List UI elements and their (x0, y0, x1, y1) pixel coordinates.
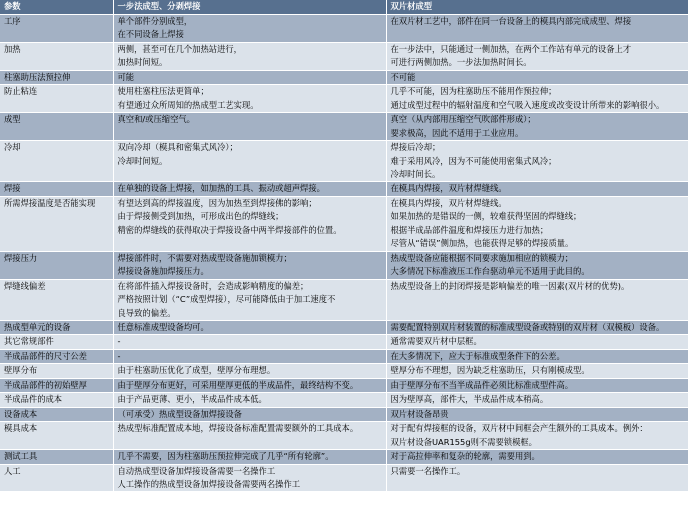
one-step-cell (113, 364, 386, 378)
twin-sheet-cell (386, 279, 688, 320)
table-row (0, 70, 688, 84)
twin-sheet-cell (386, 141, 688, 182)
twin-sheet-cell (386, 42, 688, 70)
table-row (0, 450, 688, 464)
cell-text-line: 焊接部件时，不需要对热成型设备施加锁模力； (117, 252, 292, 263)
one-step-cell (113, 450, 386, 464)
cell-text-line: 可能 (117, 71, 135, 82)
table-row (0, 335, 688, 349)
twin-sheet-cell (386, 422, 688, 450)
cell-text-line: 只需要一名操作工。 (390, 465, 466, 476)
cell-text-line: 壁厚分布不理想，因为缺乏柱塞助压，只有刚模成型。 (390, 365, 590, 376)
one-step-cell (113, 141, 386, 182)
cell-text-line: 如果加热的是错误的一侧，较难获得坚固的焊缝线； (390, 211, 582, 222)
param-cell: 壁厚分布 (0, 364, 113, 378)
table-row (0, 320, 688, 334)
cell-text-line: 由于壁厚分布更好，可采用壁厚更低的半成品件，最终结构不变。 (117, 379, 359, 390)
one-step-cell (113, 320, 386, 334)
twin-sheet-cell (386, 320, 688, 334)
cell-text-line: 通过成型过程中的辐射温度和空气吸入速度或改变设计所带来的影响很小。 (390, 99, 665, 110)
cell-text-line: 在双片材工艺中，部件在同一台设备上的模具内部完成成型、焊接 (390, 16, 632, 26)
twin-sheet-cell (386, 464, 688, 491)
cell-text-line: 由于柱塞助压优化了成型，壁厚分布理想。 (117, 365, 276, 376)
one-step-cell (113, 335, 386, 349)
cell-text-line: 在一步法中，只能通过一侧加热，在两个工作站有单元的设备上才 (390, 43, 632, 54)
table-row (0, 464, 688, 491)
cell-text-line: 焊接后冷却； (390, 142, 441, 153)
param-cell: 焊缝线偏差 (0, 279, 113, 320)
one-step-cell (113, 15, 386, 43)
param-cell: 防止粘连 (0, 85, 113, 113)
cell-text-line: 在模具内焊接，双片材焊缝线。 (390, 197, 507, 208)
cell-text-line: 因为壁厚高，部件大，半成品件成本稍高。 (390, 394, 549, 405)
param-cell: 模具成本 (0, 422, 113, 450)
table-row (0, 196, 688, 251)
cell-text-line: 在单独的设备上焊接，如加热的工具、振动或超声焊接。 (117, 183, 325, 194)
twin-sheet-cell (386, 364, 688, 378)
one-step-cell (113, 393, 386, 407)
one-step-cell (113, 378, 386, 392)
cell-text-line: 对于配有焊接框的设备，双片材中间框会产生额外的工具成本。例外： (390, 423, 648, 434)
cell-text-line: 双向冷却（模具和密集式风冷）； (117, 142, 238, 153)
table-row (0, 182, 688, 196)
param-cell: 加热 (0, 42, 113, 70)
one-step-cell (113, 85, 386, 113)
cell-text-line: 冷却时间短。 (117, 155, 168, 166)
one-step-cell (113, 279, 386, 320)
cell-text-line: 热成型设备应能根据不同要求施加相应的锁模力； (390, 252, 574, 263)
param-cell: 半成品件的成本 (0, 393, 113, 407)
cell-text-line: 双片材设备昂贵 (390, 408, 449, 419)
one-step-cell (113, 464, 386, 491)
cell-text-line: 通常需要双片材中层框。 (390, 336, 482, 347)
twin-sheet-cell (386, 113, 688, 141)
cell-text-line: 精密的焊缝线的获得取决于焊接设备中两半焊接部件的位置。 (117, 224, 342, 235)
cell-text-line: 由于焊接侧受到加热，可形成出色的焊缝线； (117, 211, 284, 222)
cell-text-line: 在大多情况下，应大于标准成型条件下的公差。 (390, 350, 565, 361)
twin-sheet-cell (386, 15, 688, 43)
param-cell: 其它常规部件 (0, 335, 113, 349)
cell-text-line: （可承受）热成型设备加焊接设备 (117, 408, 242, 419)
param-cell: 焊接压力 (0, 251, 113, 279)
param-cell: 热成型单元的设备 (0, 320, 113, 334)
twin-sheet-cell (386, 378, 688, 392)
cell-text-line: 尽管从“错误”侧加热，也能获得足够的焊接质量。 (390, 238, 574, 249)
table-row (0, 422, 688, 450)
one-step-cell (113, 251, 386, 279)
table-row (0, 42, 688, 70)
table-row (0, 393, 688, 407)
one-step-cell (113, 349, 386, 363)
cell-text-line: 不可能 (390, 71, 416, 82)
cell-text-line: 双片材设备UAR155g则不需要锁模框。 (390, 436, 537, 447)
cell-text-line: 在将部件插入焊接设备时，会造成影响精度的偏差； (117, 280, 309, 291)
param-cell: 焊接 (0, 182, 113, 196)
cell-text-line: 需要配置特别双片材装置的标准成型设备或特别的双片材（双模板）设备。 (390, 321, 665, 332)
cell-text-line: 由于产品更薄、更小，半成品件成本低。 (117, 394, 267, 405)
twin-sheet-cell (386, 335, 688, 349)
cell-text-line: 在不同设备上焊接 (117, 29, 184, 40)
cell-text-line: 有望达到高的焊接温度，因为加热至到焊接佛的影响； (117, 197, 317, 208)
param-cell: 人工 (0, 464, 113, 491)
table-row (0, 364, 688, 378)
cell-text-line: 真空和/或压缩空气。 (117, 114, 195, 125)
table-row (0, 251, 688, 279)
table-row (0, 407, 688, 421)
twin-sheet-cell (386, 393, 688, 407)
one-step-cell (113, 70, 386, 84)
twin-sheet-cell (386, 251, 688, 279)
cell-text-line: 两侧，甚至可在几个加热站进行， (117, 43, 242, 54)
cell-text-line: 可进行两侧加热。一步法加热时间长。 (390, 57, 532, 68)
twin-sheet-cell (386, 196, 688, 251)
header-one-step: 一步法成型、分剥焊接 (113, 0, 386, 15)
table-body (0, 15, 688, 492)
cell-text-line: 在模具内焊接，双片材焊缝线。 (390, 183, 507, 194)
one-step-cell (113, 113, 386, 141)
one-step-cell (113, 422, 386, 450)
param-cell: 柱塞助压法预拉伸 (0, 70, 113, 84)
param-cell: 工序 (0, 15, 113, 43)
table-row (0, 349, 688, 363)
cell-text-line: 冷却时间长。 (390, 168, 441, 179)
table-row (0, 85, 688, 113)
twin-sheet-cell (386, 70, 688, 84)
param-cell: 半成品部件的初始壁厚 (0, 378, 113, 392)
param-cell: 所需焊接温度是否能实现 (0, 196, 113, 251)
one-step-cell (113, 407, 386, 421)
twin-sheet-cell (386, 450, 688, 464)
header-twin-sheet: 双片材成型 (386, 0, 688, 15)
table-row (0, 15, 688, 43)
cell-text-line: 几乎不可能，因为柱塞助压不能用作预拉伸； (390, 86, 557, 97)
twin-sheet-cell (386, 182, 688, 196)
cell-text-line: 严格按照计划（“C”成型焊接），尽可能降低由于加工速度不 (117, 294, 336, 305)
cell-text-line: 对于高拉伸率和复杂的轮廓，需要用到。 (390, 451, 540, 462)
one-step-cell (113, 196, 386, 251)
cell-text-line: 难于采用风冷，因为不可能使用密集式风冷； (390, 155, 557, 166)
cell-text-line: 几乎不需要，因为柱塞助压预拉伸完成了几乎“所有轮廓”。 (117, 451, 334, 462)
cell-text-line: 热成型设备上的封闭焊接是影响偏差的唯一因素(双片材的优势)。 (390, 280, 630, 291)
cell-text-line: 良导致的偏差。 (117, 307, 176, 318)
header-row (0, 0, 688, 15)
param-cell: 半成品部件的尺寸公差 (0, 349, 113, 363)
cell-text-line: 大多情况下标准液压工作台驱动单元不适用于此目的。 (390, 266, 590, 277)
cell-text-line: 要求极高，因此不适用于工业应用。 (390, 127, 524, 138)
cell-text-line: 加热时间短。 (117, 57, 168, 68)
twin-sheet-cell (386, 407, 688, 421)
cell-text-line: 真空（从内部用压缩空气吹部件形成）； (390, 114, 536, 125)
cell-text-line: 有望通过众所周知的热成型工艺实现。 (117, 99, 259, 110)
param-cell: 冷却 (0, 141, 113, 182)
table-row (0, 113, 688, 141)
param-cell: 设备成本 (0, 407, 113, 421)
param-cell: 测试工具 (0, 450, 113, 464)
table-row (0, 141, 688, 182)
cell-text-line: 任意标准成型设备均可。 (117, 321, 209, 332)
table-row (0, 378, 688, 392)
twin-sheet-cell (386, 85, 688, 113)
cell-text-line: 焊接设备施加焊接压力。 (117, 266, 209, 277)
cell-text-line: 根据半成品部件温度和焊接压力进行加热； (390, 224, 549, 235)
cell-text-line: 自动热成型设备加焊接设备需要一名操作工 (117, 465, 276, 476)
cell-text-line: 使用柱塞柱压法更简单； (117, 86, 209, 97)
cell-text-line: 单个部件分别成型， (117, 16, 193, 26)
cell-text-line: - (117, 336, 121, 347)
twin-sheet-cell (386, 349, 688, 363)
cell-text-line: - (117, 350, 121, 361)
cell-text-line: 由于壁厚分布不当半成品件必须比标准成型件高。 (390, 379, 574, 390)
one-step-cell (113, 182, 386, 196)
param-cell: 成型 (0, 113, 113, 141)
cell-text-line: 热成型标准配置成本地，焊接设备标准配置需要额外的工具成本。 (117, 423, 359, 434)
header-param: 参数 (0, 0, 113, 15)
one-step-cell (113, 42, 386, 70)
table-row (0, 279, 688, 320)
cell-text-line: 人工操作的热成型设备加焊接设备需要两名操作工 (117, 478, 301, 489)
